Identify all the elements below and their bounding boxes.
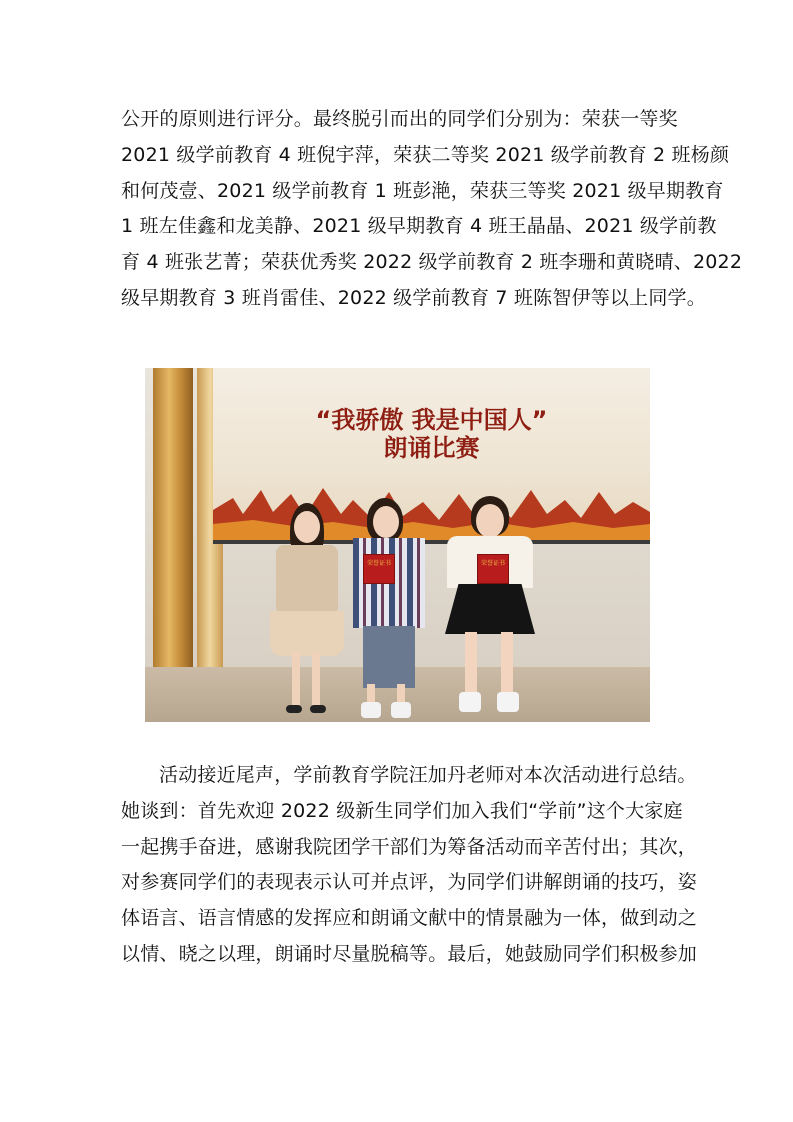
paragraph-summary — [121, 758, 698, 973]
text-line: 体语言、语言情感的发挥应和朗诵文献中的情景融为一体，做到动之 — [121, 907, 698, 930]
text-line: 她谈到：首先欢迎 2022 级新生同学们加入我们“学前”这个大家庭 — [121, 799, 683, 822]
person-right — [435, 496, 545, 722]
certificate-label: 荣誉证书 — [366, 560, 391, 567]
text-line: 活动接近尾声，学前教育学院汪加丹老师对本次活动进行总结。 — [159, 764, 697, 786]
award-certificate — [363, 554, 395, 584]
text-line: 以情、晓之以理，朗诵时尽量脱稿等。最后，她鼓励同学们积极参加 — [121, 942, 698, 965]
text-line: 1 班左佳鑫和龙美静、2021 级早期教育 4 班王晶晶、2021 级学前教 — [121, 215, 717, 238]
text-line: 2021 级学前教育 4 班倪宇萍，荣获二等奖 2021 级学前教育 2 班杨颜 — [121, 143, 730, 166]
award-certificate — [477, 554, 509, 584]
person-middle — [345, 498, 435, 722]
text-line: 一起携手奋进，感谢我院团学干部们为筹备活动而辛苦付出；其次， — [121, 835, 698, 858]
screen-subtitle: 朗诵比赛 — [383, 434, 480, 462]
text-line: 级早期教育 3 班肖雷佳、2022 级学前教育 7 班陈智伊等以上同学。 — [121, 286, 706, 309]
person-left — [262, 503, 352, 722]
text-line: 对参赛同学们的表现表示认可并点评，为同学们讲解朗诵的技巧，姿 — [121, 871, 698, 894]
text-line: 育 4 班张艺菁；荣获优秀奖 2022 级学前教育 2 班李珊和黄晓晴、2022 — [121, 251, 743, 274]
text-line: 和何茂壹、2021 级学前教育 1 班彭滟，荣获三等奖 2021 级早期教育 — [121, 179, 724, 202]
screen-title: “我骄傲 我是中国人” — [315, 406, 548, 434]
certificate-label: 荣誉证书 — [480, 560, 505, 567]
paragraph-awards — [121, 102, 743, 317]
award-photo — [145, 368, 650, 722]
text-line: 公开的原则进行评分。最终脱引而出的同学们分别为：荣获一等奖 — [121, 108, 678, 130]
